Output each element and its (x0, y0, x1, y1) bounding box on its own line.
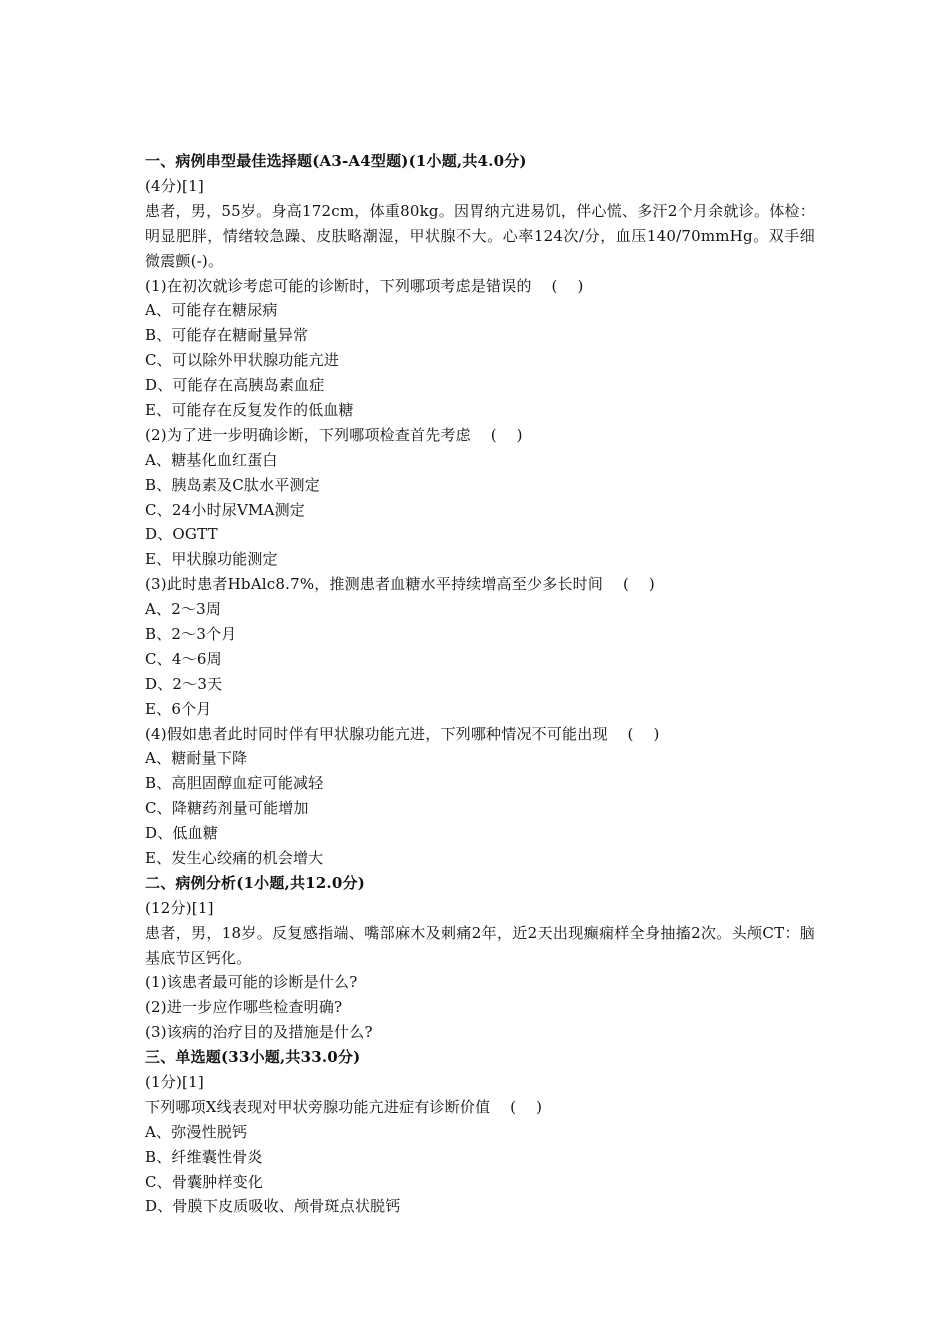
section-heading: 三、单选题(33小题,共33.0分) (145, 1048, 361, 1067)
score-tag: (4分)[1] (145, 176, 204, 195)
question-text: (3)该病的治疗目的及措施是什么? (145, 1023, 373, 1042)
option-e: E、发生心绞痛的机会增大 (145, 848, 324, 867)
question-text: (1)在初次就诊考虑可能的诊断时，下列哪项考虑是错误的 ( ) (145, 276, 584, 295)
option-c: C、24小时尿VMA测定 (145, 500, 305, 519)
option-c: C、可以除外甲状腺功能亢进 (145, 351, 340, 370)
option-b: B、2～3个月 (145, 624, 237, 643)
option-b: B、胰岛素及C肽水平测定 (145, 475, 320, 494)
option-d: D、低血糖 (145, 824, 219, 843)
option-a: A、糖基化血红蛋白 (145, 450, 278, 469)
option-b: B、高胆固醇血症可能减轻 (145, 774, 324, 793)
score-tag: (1分)[1] (145, 1073, 204, 1092)
question-text: (3)此时患者HbAlc8.7%，推测患者血糖水平持续增高至少多长时间 ( ) (145, 575, 655, 594)
question-text: (2)进一步应作哪些检查明确? (145, 998, 343, 1017)
option-a: A、2～3周 (145, 600, 222, 619)
section-heading: 二、病例分析(1小题,共12.0分) (145, 873, 365, 892)
option-a: A、可能存在糖尿病 (145, 301, 278, 320)
option-d: D、OGTT (145, 525, 218, 544)
section-heading: 一、病例串型最佳选择题(A3-A4型题)(1小题,共4.0分) (145, 152, 527, 170)
option-c: C、降糖药剂量可能增加 (145, 799, 309, 818)
question-text: (1)该患者最可能的诊断是什么? (145, 973, 358, 992)
option-b: B、可能存在糖耐量异常 (145, 326, 309, 345)
option-a: A、糖耐量下降 (145, 749, 248, 768)
option-e: E、6个月 (145, 699, 212, 718)
option-e: E、可能存在反复发作的低血糖 (145, 400, 354, 419)
case-stem: 患者，男，18岁。反复感指端、嘴部麻木及刺痛2年，近2天出现癫痫样全身抽搐2次。头颅CT：脑基底节区钙化。 (145, 923, 815, 967)
option-c: C、骨囊肿样变化 (145, 1172, 264, 1191)
option-a: A、弥漫性脱钙 (145, 1122, 248, 1141)
question-text: (2)为了进一步明确诊断，下列哪项检查首先考虑 ( ) (145, 425, 523, 444)
option-c: C、4～6周 (145, 649, 222, 668)
option-b: B、纤维囊性骨炎 (145, 1147, 263, 1166)
question-text: (4)假如患者此时同时伴有甲状腺功能亢进，下列哪种情况不可能出现 ( ) (145, 724, 660, 743)
option-e: E、甲状腺功能测定 (145, 550, 278, 569)
document-page (145, 149, 815, 1219)
question-text: 下列哪项X线表现对甲状旁腺功能亢进症有诊断价值 ( ) (145, 1097, 543, 1116)
option-d: D、可能存在高胰岛素血症 (145, 376, 325, 395)
score-tag: (12分)[1] (145, 898, 214, 917)
option-d: D、2～3天 (145, 674, 223, 693)
option-d: D、骨膜下皮质吸收、颅骨斑点状脱钙 (145, 1197, 401, 1216)
case-stem: 患者，男，55岁。身高172cm，体重80kg。因胃纳亢进易饥，伴心慌、多汗2个月余就诊。体检：明显肥胖，情绪较急躁、皮肤略潮湿，甲状腺不大。心率124次/分，血压140/70mmHg。双手细微震颤(-)。 (145, 201, 815, 270)
